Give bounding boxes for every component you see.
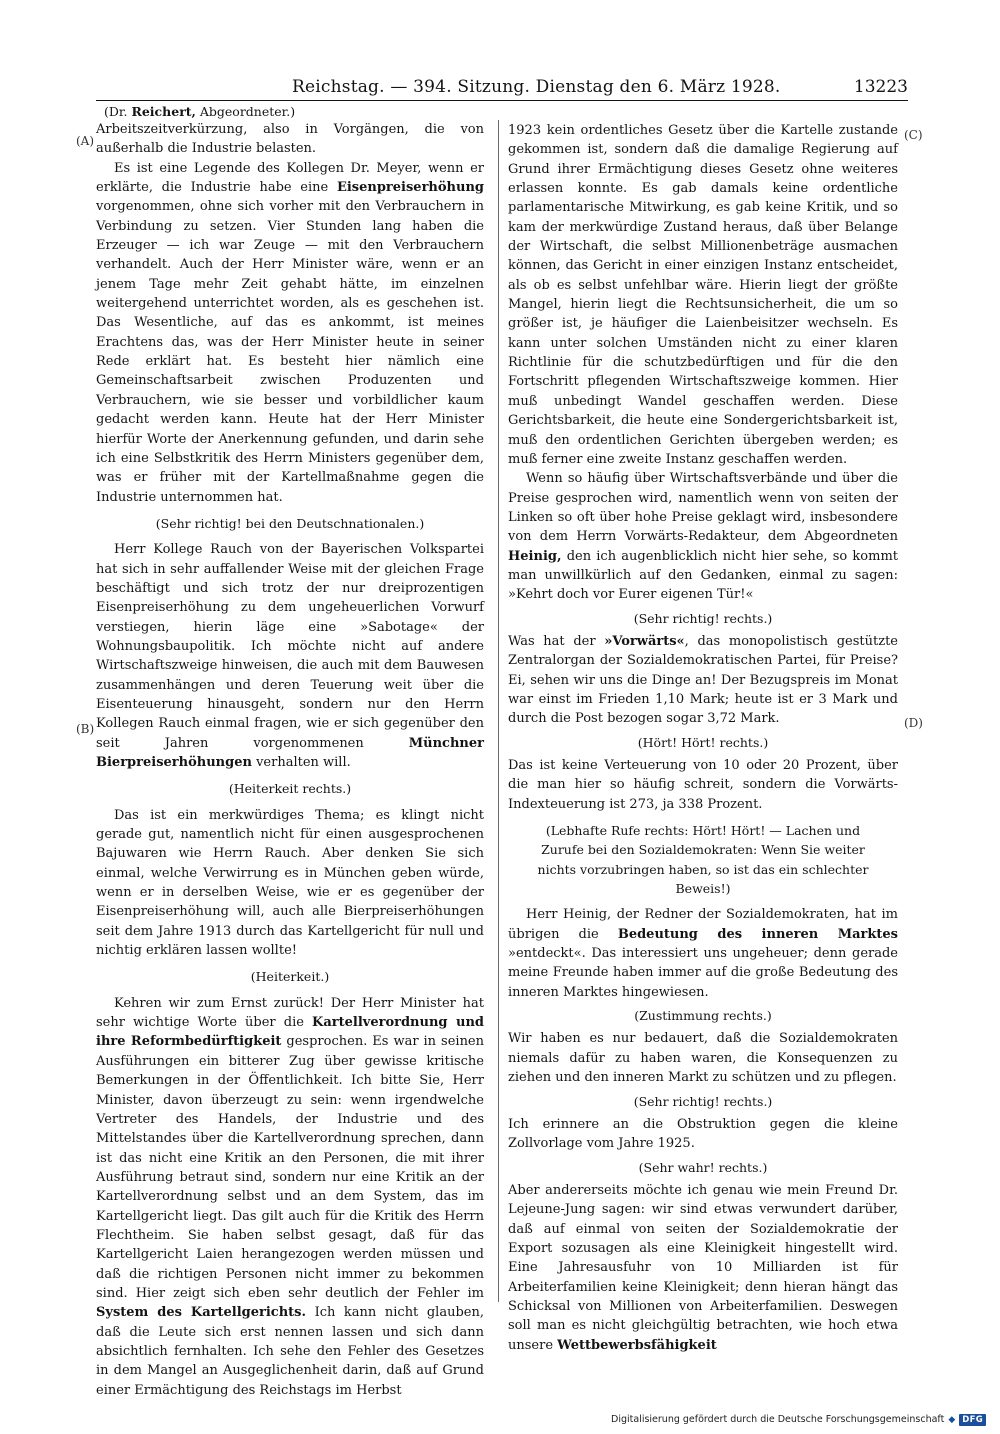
text-run: Wenn so häufig über Wirtschaftsverbände und über die Preise gesprochen wird, namentlich wenn von seiten der Linken so oft über hohe Preise geklagt wird, insbesondere von dem Herrn Vorwärts-Redakteur, dem Abgeordneten — [508, 471, 898, 545]
left-paragraph-2 — [96, 159, 484, 507]
interjection: (Heiterkeit.) — [250, 969, 330, 985]
right-paragraph-3 — [508, 632, 898, 729]
emphasis-innerer-markt: Bedeutung des inneren Marktes — [617, 926, 898, 942]
right-paragraph-4: Das ist keine Verteuerung von 10 oder 20 Prozent, über die man hier so häufig schreit, sondern die Vorwärts-Indexteuerung ist 273, ja 338 Prozent. — [508, 758, 898, 812]
right-paragraph-8 — [508, 1181, 898, 1355]
interjection: (Hört! Hört! rechts.) — [637, 734, 769, 750]
emphasis-system-kartellgericht: System des Kartellgerichts. — [96, 1305, 306, 1321]
emphasis-wettbewerbsfaehigkeit: Wettbewerbsfähigkeit — [557, 1337, 717, 1353]
dfg-logo: DFG — [959, 1414, 986, 1426]
text-run: Was hat der — [508, 633, 605, 649]
text-run: Herr Kollege Rauch von der Bayerischen Volkspartei hat sich in sehr auffallender Weise mit der gleichen Frage beschäftigt und sich trotz der nur dreiprozentigen Eisenpreiserhöhung zu dem ungeheuerlichen Vorwurf verstiegen, hierin läge eine »Sabotage« der Wohnungsbaupolitik. Ich möchte nicht auf andere Wirtschaftszweige hinweisen, die auch mit dem Bauwesen zusammenhängen und deren Teuerung weit über die Eisenteuerung hinausgeht, sondern nur den Herrn Kollegen Rauch einmal fragen, wie er sich gegenüber den seit Jahren vorgenommenen — [96, 542, 484, 751]
right-paragraph-7: Ich erinnere an die Obstruktion gegen die kleine Zollvorlage vom Jahre 1925. — [508, 1116, 898, 1152]
running-title: Reichstag. — 394. Sitzung. Dienstag den 6. März 1928. — [292, 77, 781, 97]
left-paragraph-5 — [96, 994, 484, 1400]
emphasis-kartellverordnung: Kartellverordnung und ihre Reformbedürftigkeit — [96, 1015, 484, 1050]
right-column — [508, 121, 898, 1355]
left-paragraph-4: Das ist ein merkwürdiges Thema; es klingt nicht gerade gut, namentlich nicht für einen ausgesprochenen Bajuwaren wie Herrn Rauch. Aber denken Sie sich einmal, welche Verwirrung es in München geben würde, wenn er in derselben Weise, wie er es gegenüber der Eisenpreiserhöhung will, auch alle Bierpreiserhöhungen seit dem Jahre 1913 durch das Kartellgericht für null und nichtig erklären lassen wollte! — [96, 807, 484, 959]
emphasis-eisenpreiserhoehung: Eisenpreiserhöhung — [336, 180, 484, 196]
text-run: gesprochen. Es war in seinen Ausführungen ein bitterer Zug über gewisse kritische Bemerkungen in der Öffentlichkeit. Ich bitte Sie, Herr Minister, davon überzeugt zu sein: wenn irgendwelche Vertreter des Handels, der Industrie und des Mittelstandes über die Kartellverordnung sprechen, dann ist das nicht eine Kritik an den Personen, die mit ihrer Ausführung betraut sind, sondern nur eine Kritik an der Kartellverordnung selbst und an dem System, das im Kartellgericht liegt. Das gilt auch für die Kritik des Herrn Flechtheim. Sie haben selbst gesagt, daß für das Kartellgericht Laien herangezogen werden müssen und daß die richtigen Personen nicht immer zu bekommen sind. Hier zeigt sich eben sehr deutlich der Fehler im — [96, 1034, 485, 1301]
right-paragraph-5 — [508, 905, 898, 1002]
left-paragraph-1: Arbeitszeitverkürzung, also in Vorgängen, die von außerhalb die Industrie belasten. — [96, 122, 484, 157]
right-paragraph-1: 1923 kein ordentliches Gesetz über die Kartelle zustande gekommen ist, sondern daß die damalige Regierung auf Grund ihrer Ermächtigung dieses Gesetz ohne weiteres erlassen konnte. Es gab damals keine ordentliche parlamentarische Mitwirkung, es gab keine Kritik, und so kam der merkwürdige Zustand heraus, daß über Belange der Wirtschaft, die selbst Millionenbeträge ausmachen können, das Gericht in einer einzigen Instanz entscheidet, als ob es selbst unfehlbar wäre. Hierin liegt der größte Mangel, hierin liegt die Rechtsunsicherheit, die um so größer ist, je häufiger die Laienbeisitzer wechseln. Es kann unter solchen Umständen nicht zu einer klaren Richtlinie für die schutzbedürftigen und für die den Fortschritt pflegenden Wirtschaftszweige kommen. Hier muß unbedingt Wandel geschaffen werden. Diese Gerichtsbarkeit, die heute eine Sondergerichtsbarkeit ist, muß den ordentlichen Gerichten übergeben werden; es muß ferner eine zweite Instanz geschaffen werden. — [508, 123, 898, 467]
right-paragraph-6: Wir haben es nur bedauert, daß die Sozialdemokraten niemals dafür zu haben waren, die Konsequenzen zu ziehen und den inneren Markt zu schützen und zu pflegen. — [508, 1031, 898, 1086]
interjection: (Sehr richtig! bei den Deutschnationalen.) — [155, 515, 425, 531]
interjection: (Heiterkeit rechts.) — [228, 781, 352, 797]
column-divider — [498, 120, 499, 1302]
emphasis-vorwaerts: »Vorwärts« — [604, 633, 685, 649]
margin-marker-c: (C) — [904, 128, 923, 142]
header-rule — [96, 100, 908, 101]
digitization-credit — [611, 1413, 986, 1427]
interjection: (Lebhafte Rufe rechts: Hört! Hört! — Lachen und Zurufe bei den Sozialdemokraten: Wenn Sie weiter nichts vorzubringen haben, so ist das ein schlechter Beweis!) — [537, 823, 869, 897]
left-column — [96, 120, 484, 1400]
text-run: Herr Heinig, der Redner der Sozialdemokraten, hat im übrigen die — [508, 907, 898, 942]
speaker-role: Abgeordneter.) — [195, 104, 296, 119]
interjection: (Sehr richtig! rechts.) — [633, 1093, 773, 1109]
margin-marker-d: (D) — [904, 716, 923, 730]
margin-marker-b: (B) — [76, 722, 95, 736]
text-run: Ich kann nicht glauben, daß die Leute sich erst nennen lassen und sich dann absichtlich fernhalten. Ich sehe den Fehler des Gesetzes in dem Mangel an Ausgeglichenheit darin, daß auf Grund einer Ermächtigung des Reichstags im Herbst — [96, 1305, 484, 1398]
emphasis-heinig: Heinig, — [508, 548, 562, 564]
interjection: (Zustimmung rechts.) — [634, 1008, 772, 1024]
diamond-icon: ◆ — [948, 1415, 956, 1425]
page-number: 13223 — [853, 77, 908, 97]
text-run: , das monopolistisch gestützte Zentralorgan der Sozialdemokratischen Partei, für Preise? Ei, sehen wir uns die Dinge an! Der Bezugspreis im Monat war einst im Frieden 1,10 Mark; heute ist er 3 Mark und durch die Post bezogen sogar 3,72 Mark. — [508, 633, 898, 727]
text-run: den ich augenblicklich nicht hier sehe, so kommt man unwillkürlich auf den Gedanken, einmal zu sagen: »Kehrt doch vor Eurer eigenen Tür!« — [508, 548, 898, 603]
text-run: Es ist eine Legende des Kollegen Dr. Meyer, wenn er erklärte, die Industrie habe eine — [96, 160, 484, 196]
interjection: (Sehr wahr! rechts.) — [638, 1159, 768, 1175]
left-paragraph-3 — [96, 540, 484, 772]
interjection: (Sehr richtig! rechts.) — [633, 610, 773, 626]
speaker-prefix: (Dr. — [104, 104, 132, 119]
text-run: Aber andererseits möchte ich genau wie mein Freund Dr. Lejeune-Jung sagen: wir sind etwas verwundert darüber, daß auf einmal von seiten der Sozialdemokratie der Export sozusagen als eine Kleinigkeit hingestellt wird. Eine Jahresausfuhr von 10 Milliarden ist für Arbeiterfamilien keine Kleinigkeit; denn hieran hängt das Schicksal von Millionen von Arbeiterfamilien. Deswegen soll man es nicht gleichgültig betrachten, wie hoch etwa unsere — [508, 1182, 898, 1353]
footer-text: Digitalisierung gefördert durch die Deutsche Forschungsgemeinschaft — [611, 1414, 945, 1425]
right-paragraph-2 — [508, 469, 898, 604]
speaker-line — [104, 102, 295, 122]
text-run: »entdeckt«. Das interessiert uns ungeheuer; denn gerade meine Freunde haben immer auf die große Bedeutung des inneren Marktes hingewiesen. — [508, 946, 898, 1000]
speaker-name: Reichert, — [131, 104, 196, 119]
text-run: Kehren wir zum Ernst zurück! Der Herr Minister hat sehr wichtige Worte über die — [96, 995, 484, 1031]
margin-marker-a: (A) — [76, 134, 95, 148]
page-header — [0, 74, 1000, 100]
emphasis-bierpreiserhoehungen: Münchner Bierpreiserhöhungen — [96, 735, 484, 770]
text-run: verhalten will. — [251, 755, 351, 770]
text-run: vorgenommen, ohne sich vorher mit den Verbrauchern in Verbindung zu setzen. Vier Stunden lang haben die Erzeuger — ich war Zeuge — mit den Verbrauchern verhandelt. Auch der Herr Minister wäre, wenn er an jenem Tage mehr Zeit gehabt hätte, im einzelnen weitergehend unterrichtet worden, als es geschehen ist. Das Wesentliche, auf das es ankommt, ist meines Erachtens das, was der Herr Minister heute in seiner Rede erklärt hat. Es besteht hier nämlich eine Gemeinschaftsarbeit zwischen Produzenten und Verbrauchern, wie sie besser und vorbildlicher kaum gedacht werden kann. Heute hat der Herr Minister hierfür Worte der Anerkennung gefunden, und darin sehe ich eine Selbstkritik des Herrn Ministers gegenüber dem, was er früher mit der Kartellmaßnahme gegen die Industrie unternommen hat. — [96, 199, 484, 505]
